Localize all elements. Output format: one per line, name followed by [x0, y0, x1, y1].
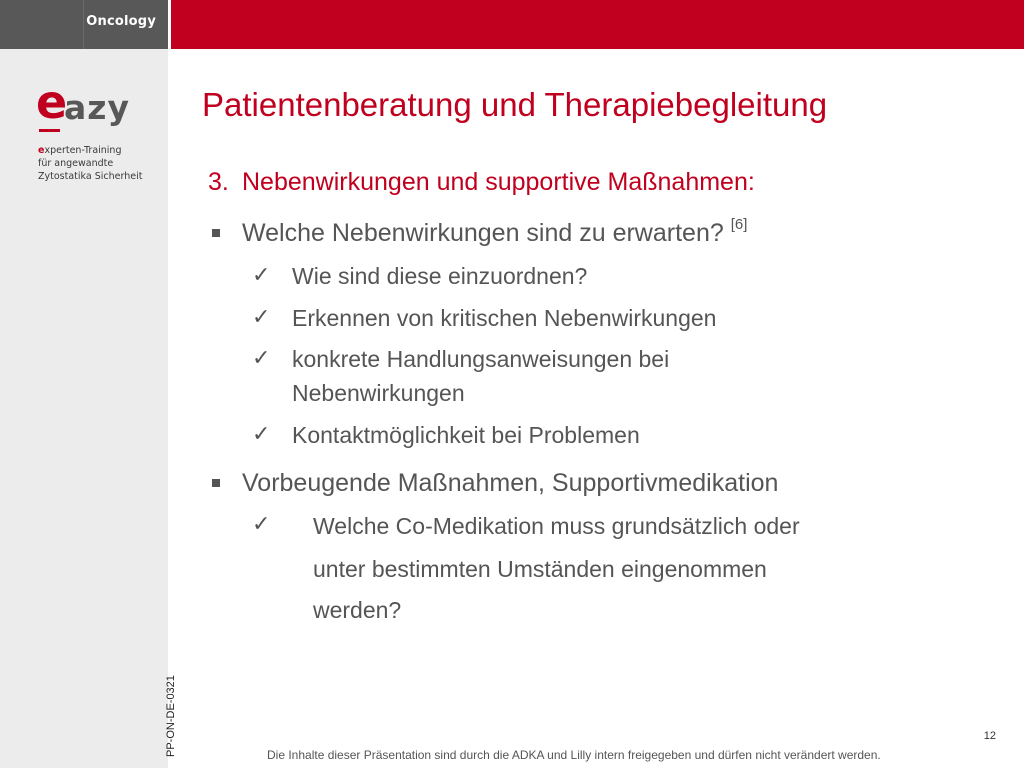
slide-title: Patientenberatung und Therapiebegleitung	[202, 86, 828, 123]
checkmark-icon: ✓	[252, 511, 271, 536]
header-divider	[83, 0, 84, 49]
section-number: 3.	[208, 168, 229, 196]
logo-e: e	[36, 75, 68, 129]
checkmark-icon: ✓	[252, 345, 271, 370]
page-number: 12	[983, 730, 996, 742]
list-item: Kontaktmöglichkeit bei Problemen	[292, 422, 640, 448]
header-brand-bar	[0, 0, 168, 49]
list-item: Wie sind diese einzuordnen?	[292, 263, 588, 289]
list-item: Welche Co-Medikation muss grundsätzlich oder	[313, 513, 800, 539]
list-item-continuation: Nebenwirkungen	[292, 380, 465, 406]
checkmark-icon: ✓	[252, 421, 271, 446]
checkmark-icon: ✓	[252, 304, 271, 329]
list-item: konkrete Handlungsanweisungen bei	[292, 346, 670, 372]
bullet-label-text: Welche Nebenwirkungen sind zu erwarten?	[242, 219, 724, 247]
list-item: Erkennen von kritischen Nebenwirkungen	[292, 305, 717, 331]
header-accent-bar	[171, 0, 1024, 49]
footer-disclaimer: Die Inhalte dieser Präsentation sind durch die ADKA und Lilly intern freigegeben und dürfen nicht verändert werden.	[267, 748, 881, 762]
brand-label: Oncology	[86, 14, 156, 29]
logo-wordmark: azy	[64, 88, 130, 127]
square-bullet-icon	[212, 479, 220, 487]
tagline-line-2: für angewandte	[38, 158, 114, 169]
reference: [6]	[730, 216, 748, 233]
section-heading	[208, 168, 755, 197]
document-id: PP-ON-DE-0321	[165, 675, 177, 757]
logo-tagline	[38, 144, 142, 183]
square-bullet-icon	[212, 229, 220, 237]
tagline-line-1	[38, 144, 142, 157]
bullet-label: Vorbeugende Maßnahmen, Supportivmedikation	[242, 469, 779, 497]
checkmark-icon: ✓	[252, 262, 271, 287]
sidebar	[0, 49, 168, 768]
logo-underline	[39, 129, 60, 132]
tagline-line-3: Zytostatika Sicherheit	[38, 171, 143, 182]
tagline-line-1-rest: xperten-Training	[44, 145, 122, 156]
tagline-accent-e: e	[38, 145, 45, 156]
list-item-continuation: werden?	[313, 597, 402, 623]
bullet-label	[242, 216, 748, 248]
list-item-continuation: unter bestimmten Umständen eingenommen	[313, 556, 767, 582]
section-label: Nebenwirkungen und supportive Maßnahmen:	[242, 168, 755, 196]
eazy-logo	[36, 75, 156, 135]
